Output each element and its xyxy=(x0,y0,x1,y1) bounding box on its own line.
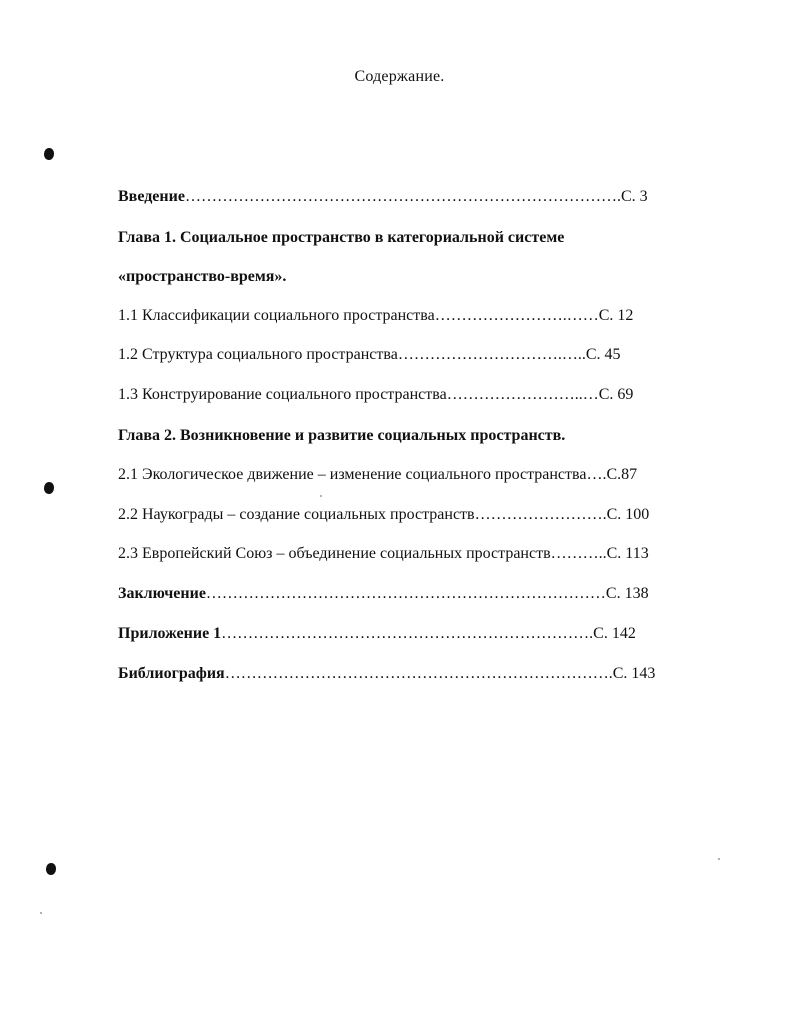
binder-hole-mark xyxy=(44,482,54,494)
toc-entry-chapter-2 xyxy=(118,426,708,446)
scan-speck xyxy=(320,495,322,497)
toc-entry-label: 1.3 Конструирование социального пространства xyxy=(118,386,447,403)
toc-entry-chapter-1 xyxy=(118,228,708,248)
toc-leader-dots: ………………………….….. xyxy=(397,346,586,363)
toc-page-number: С. 113 xyxy=(606,545,649,562)
toc-entry-2-2 xyxy=(118,505,708,525)
toc-leader-dots: ……………………………………………………………. xyxy=(221,625,594,642)
toc-entry-label: Библиография xyxy=(118,665,225,682)
toc-entry-label: 2.1 Экологическое движение – изменение социального пространства xyxy=(118,466,587,483)
toc-leader-dots: ……….. xyxy=(550,545,607,562)
toc-entry-label: Глава 1. Социальное пространство в категориальной системе xyxy=(118,229,565,246)
toc-entry-bibliography xyxy=(118,664,708,684)
toc-page-number: С. 138 xyxy=(605,585,649,602)
toc-entry-label: Приложение 1 xyxy=(118,625,222,642)
toc-page-number: С. 100 xyxy=(606,506,650,523)
toc-entry-introduction xyxy=(118,187,708,207)
toc-entry-label: Заключение xyxy=(118,585,206,602)
toc-page-number: С. 12 xyxy=(598,307,634,324)
toc-page-number: С.87 xyxy=(606,466,638,483)
toc-entry-label: «пространство-время». xyxy=(118,268,287,285)
scan-speck xyxy=(40,912,42,914)
toc-entry-label: 2.2 Наукограды – создание социальных пространств xyxy=(118,506,475,523)
toc-leader-dots: ………………………………………………………………… xyxy=(205,585,606,602)
toc-leader-dots: …………………….…… xyxy=(434,307,599,324)
toc-leader-dots: …. xyxy=(586,466,607,483)
toc-entry-appendix-1 xyxy=(118,624,708,644)
toc-leader-dots: ……………………. xyxy=(474,506,607,523)
toc-entry-label: 1.2 Структура социального пространства xyxy=(118,346,398,363)
toc-entry-2-1 xyxy=(118,465,708,485)
toc-page-number: С. 45 xyxy=(585,346,621,363)
toc-leader-dots: ……………………..… xyxy=(446,386,599,403)
toc-leader-dots: ………………………………………………………………………. xyxy=(184,188,621,205)
toc-entry-label: Введение xyxy=(118,188,185,205)
binder-hole-mark xyxy=(46,863,56,875)
toc-entry-1-2 xyxy=(118,345,708,365)
toc-page-number: С. 69 xyxy=(598,386,634,403)
scan-speck xyxy=(718,858,720,860)
toc-entry-conclusion xyxy=(118,584,708,604)
toc-page-number: С. 3 xyxy=(620,188,648,205)
toc-page-number: С. 142 xyxy=(593,625,636,642)
toc-page-number: С. 143 xyxy=(612,665,656,682)
toc-leader-dots: ………………………………………………………………. xyxy=(224,665,613,682)
toc-entry-label: Глава 2. Возникновение и развитие социальных пространств. xyxy=(118,427,566,444)
toc-entry-label: 2.3 Европейский Союз – объединение социальных пространств xyxy=(118,545,551,562)
toc-entry-2-3 xyxy=(118,544,708,564)
binder-hole-mark xyxy=(44,148,54,160)
document-title: Содержание. xyxy=(354,68,445,85)
toc-entry-chapter-1-continuation xyxy=(118,267,708,287)
toc-entry-1-1 xyxy=(118,306,708,326)
toc-entry-1-3 xyxy=(118,385,708,405)
toc-entry-label: 1.1 Классификации социального пространства xyxy=(118,307,435,324)
